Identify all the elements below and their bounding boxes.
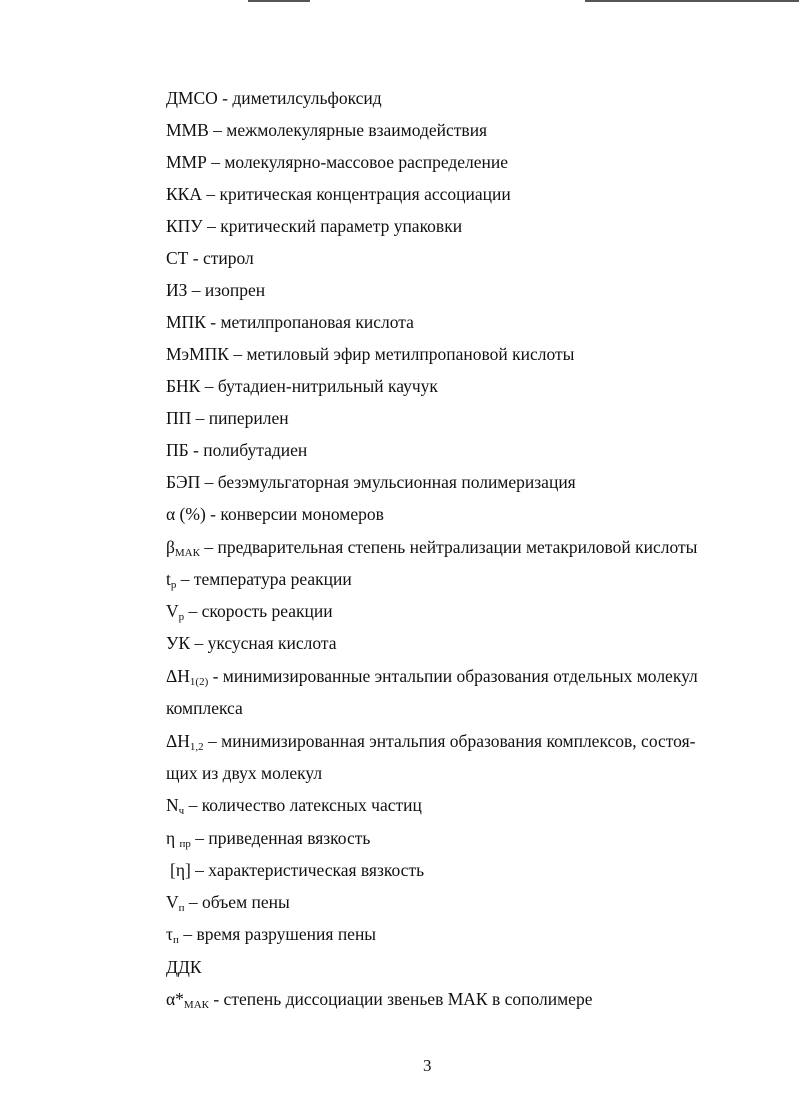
abbreviation-entry — [166, 828, 749, 849]
abbreviation-entry — [166, 152, 749, 173]
abbreviation-entry — [166, 763, 749, 784]
abbreviation-entry — [166, 569, 749, 590]
abbreviation-entry — [166, 344, 749, 365]
entry-text: ПП – пиперилен — [166, 408, 289, 428]
entry-definition: – температура реакции — [176, 569, 352, 589]
page-number: 3 — [423, 1056, 432, 1075]
entry-text: ИЗ – изопрен — [166, 280, 266, 300]
abbreviation-entry — [166, 504, 749, 525]
entry-text: КПУ – критический параметр упаковки — [166, 216, 463, 236]
entry-symbol: β — [166, 537, 175, 557]
abbreviation-entry — [166, 537, 749, 558]
entry-text: комплекса — [166, 698, 243, 718]
entry-symbol-subscript: ч — [178, 805, 185, 817]
entry-symbol: η — [166, 828, 180, 848]
entry-text: [η] – характеристическая вязкость — [170, 860, 425, 880]
entry-text: α (%) - конверсии мономеров — [166, 504, 384, 524]
scan-artifact-right — [585, 0, 799, 2]
entry-symbol-subscript: п — [178, 902, 185, 914]
entry-symbol-subscript: п — [173, 934, 179, 946]
abbreviation-entry — [166, 472, 749, 493]
entry-symbol-subscript: МАК — [174, 547, 200, 559]
entry-symbol: V — [166, 601, 179, 621]
entry-definition: – приведенная вязкость — [190, 828, 371, 848]
entry-definition: – объем пены — [184, 892, 290, 912]
entry-symbol: ΔH — [166, 731, 190, 751]
entry-symbol-subscript: пр — [179, 838, 191, 850]
abbreviation-entry — [166, 957, 749, 978]
entry-symbol: t — [166, 569, 171, 589]
abbreviation-entry — [166, 312, 749, 333]
abbreviation-entry — [166, 601, 749, 622]
abbreviation-entry — [166, 440, 749, 461]
entry-text: ММВ – межмолекулярные взаимодействия — [166, 120, 488, 140]
abbreviation-entry — [166, 280, 749, 301]
entry-text: МПК - метилпропановая кислота — [166, 312, 414, 332]
abbreviation-entry — [166, 120, 749, 141]
entry-text: щих из двух молекул — [166, 763, 323, 783]
entry-text: БЭП – безэмульгаторная эмульсионная полимеризация — [166, 472, 576, 492]
entry-symbol-subscript: р — [170, 579, 177, 591]
entry-text: БНК – бутадиен-нитрильный каучук — [166, 376, 438, 396]
abbreviation-entry — [166, 666, 749, 687]
abbreviation-entry — [166, 184, 749, 205]
abbreviation-entry — [166, 795, 749, 816]
scan-artifact-left — [248, 0, 310, 2]
abbreviation-entry — [166, 892, 749, 913]
abbreviation-entry — [166, 633, 749, 654]
entry-symbol-subscript: 1,2 — [189, 741, 204, 753]
entry-symbol: V — [166, 892, 179, 912]
entry-text: ККА – критическая концентрация ассоциации — [166, 184, 511, 204]
abbreviation-entry — [166, 376, 749, 397]
entry-definition: – количество латексных частиц — [184, 795, 422, 815]
entry-symbol: α* — [166, 989, 184, 1009]
abbreviation-entry — [166, 248, 749, 269]
entry-definition: – минимизированная энтальпия образования комплексов, состоя- — [203, 731, 696, 751]
entry-symbol-subscript: р — [178, 611, 185, 623]
entry-symbol: N — [166, 795, 179, 815]
entry-definition: - минимизированные энтальпии образования отдельных молекул — [208, 666, 698, 686]
entry-definition: – предварительная степень нейтрализации метакриловой кислоты — [199, 537, 698, 557]
entry-text: УК – уксусная кислота — [166, 633, 337, 653]
entry-definition: – скорость реакции — [184, 601, 333, 621]
abbreviation-entry — [166, 698, 749, 719]
abbreviation-entry — [166, 924, 749, 945]
entry-symbol: ΔH — [166, 666, 190, 686]
abbreviation-entry — [166, 408, 749, 429]
abbreviation-entry — [166, 731, 749, 752]
entry-text: СТ - стирол — [166, 248, 254, 268]
abbreviation-entry — [166, 989, 749, 1010]
entry-text: ДДК — [166, 957, 202, 977]
entry-symbol: τ — [166, 924, 174, 944]
abbreviation-entry — [166, 216, 749, 237]
entry-symbol-subscript: МАК — [183, 999, 209, 1011]
abbreviation-entry — [170, 860, 749, 881]
entry-text: ПБ - полибутадиен — [166, 440, 308, 460]
entry-definition: – время разрушения пены — [178, 924, 377, 944]
entry-text: ММР – молекулярно-массовое распределение — [166, 152, 509, 172]
entry-definition: - степень диссоциации звеньев МАК в сополимере — [208, 989, 593, 1009]
entry-text: ДМСО - диметилсульфоксид — [166, 88, 382, 108]
entry-symbol-subscript: 1(2) — [189, 676, 209, 688]
entry-text: МэМПК – метиловый эфир метилпропановой кислоты — [166, 344, 575, 364]
abbreviation-entry — [166, 88, 749, 109]
